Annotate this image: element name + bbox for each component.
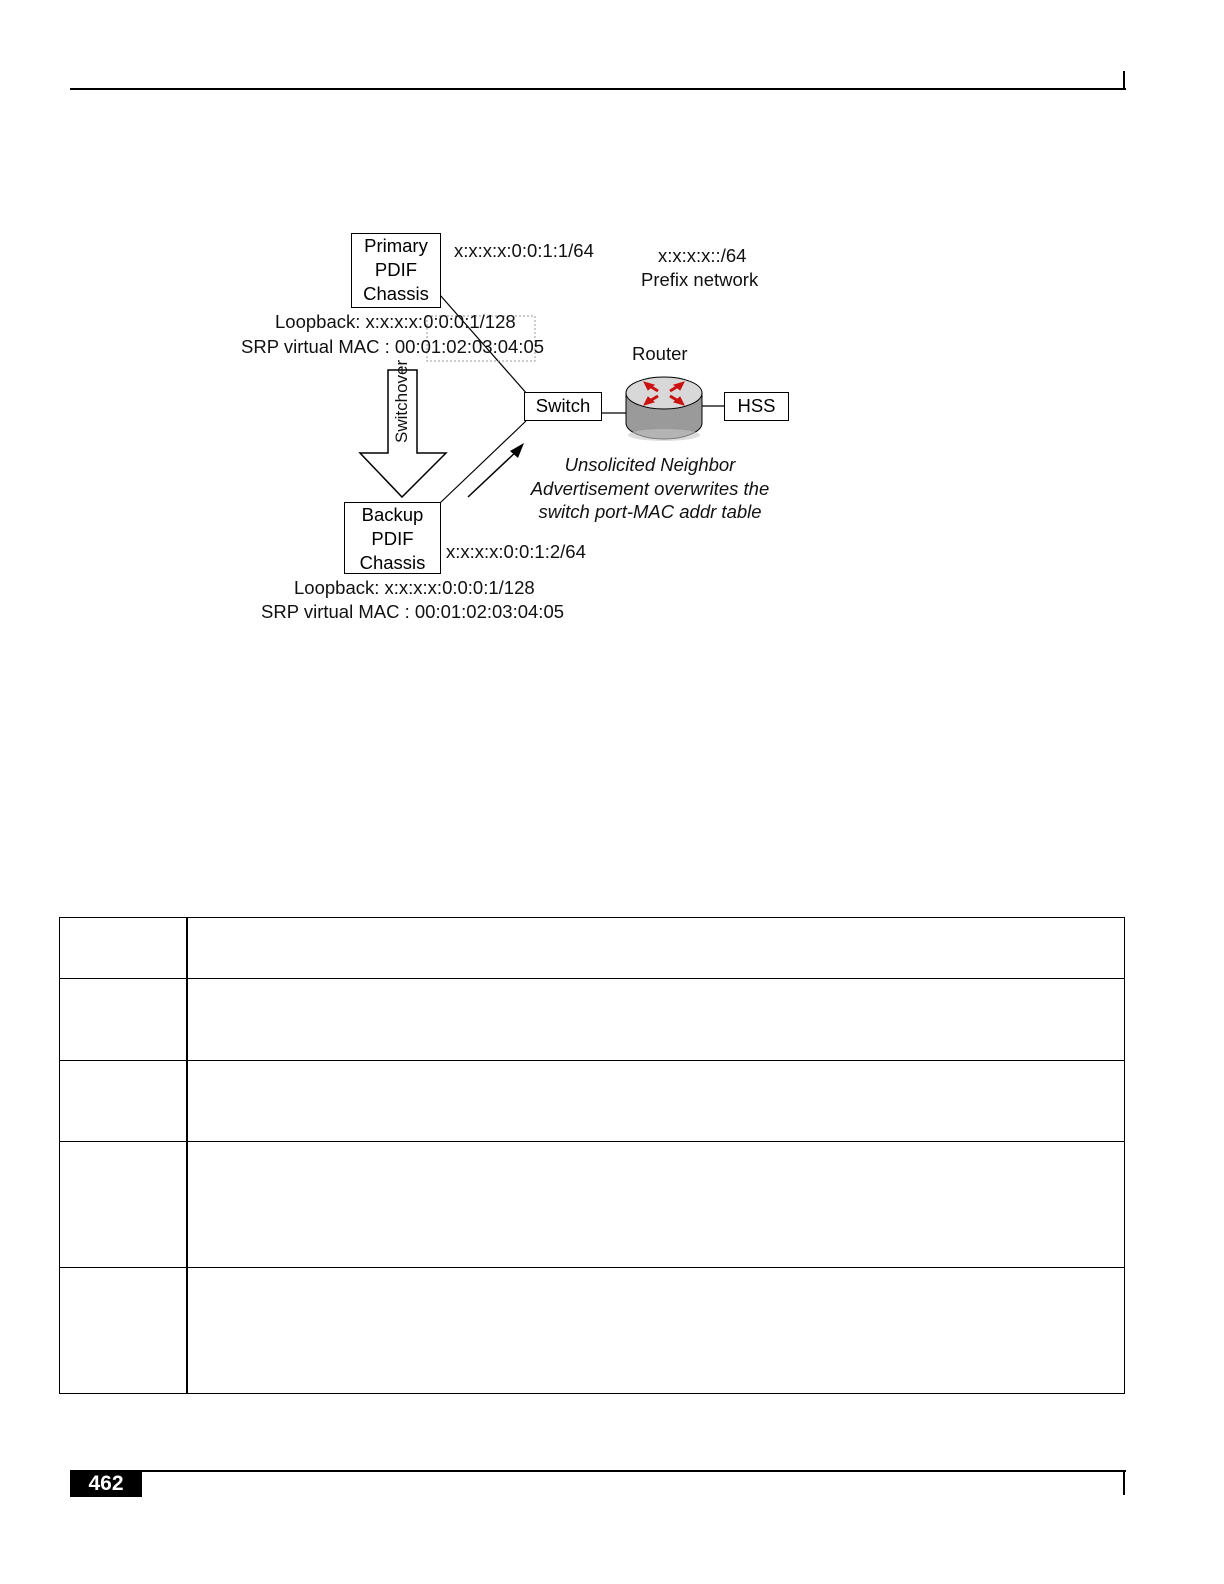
footer-rule — [70, 1470, 1126, 1472]
footer-tick — [1123, 1470, 1125, 1495]
prefix-label: Prefix network — [641, 269, 759, 290]
primary-srp-mac: SRP virtual MAC : 00:01:02:03:04:05 — [241, 336, 545, 357]
note-line-1: Unsolicited Neighbor — [564, 454, 736, 475]
switch-label: Switch — [535, 395, 591, 416]
hss-box — [724, 392, 789, 421]
hss-label: HSS — [737, 395, 776, 416]
primary-line2: PDIF — [374, 259, 418, 280]
table-row-divider — [60, 978, 1124, 979]
backup-pdif-box — [344, 502, 441, 574]
router-icon — [626, 377, 702, 441]
switchover-label: Switchover — [392, 359, 411, 443]
primary-address: x:x:x:x:0:0:1:1/64 — [454, 240, 594, 261]
backup-loopback: Loopback: x:x:x:x:0:0:0:1/128 — [294, 577, 535, 598]
primary-loopback: Loopback: x:x:x:x:0:0:0:1/128 — [275, 311, 516, 332]
primary-line1: Primary — [364, 235, 428, 256]
prefix-address: x:x:x:x::/64 — [658, 245, 747, 266]
table-column-divider — [186, 918, 188, 1393]
backup-address: x:x:x:x:0:0:1:2/64 — [446, 541, 586, 562]
procedure-table — [59, 917, 1125, 1394]
table-row-divider — [60, 1060, 1124, 1061]
backup-srp-mac: SRP virtual MAC : 00:01:02:03:04:05 — [261, 601, 565, 622]
table-row-divider — [60, 1267, 1124, 1268]
primary-line3: Chassis — [363, 283, 429, 304]
backup-line2: PDIF — [371, 528, 414, 549]
note-line-2: Advertisement overwrites the — [530, 478, 770, 499]
header-rule — [70, 88, 1126, 90]
router-label: Router — [632, 343, 688, 364]
backup-line1: Backup — [361, 504, 424, 525]
switch-box — [524, 392, 602, 421]
header-tick — [1123, 71, 1125, 90]
network-diagram — [230, 225, 810, 635]
primary-pdif-box — [351, 233, 441, 308]
note-line-3: switch port-MAC addr table — [538, 501, 762, 522]
table-row-divider — [60, 1141, 1124, 1142]
backup-line3: Chassis — [359, 552, 426, 573]
page-number: 462 — [70, 1471, 142, 1497]
